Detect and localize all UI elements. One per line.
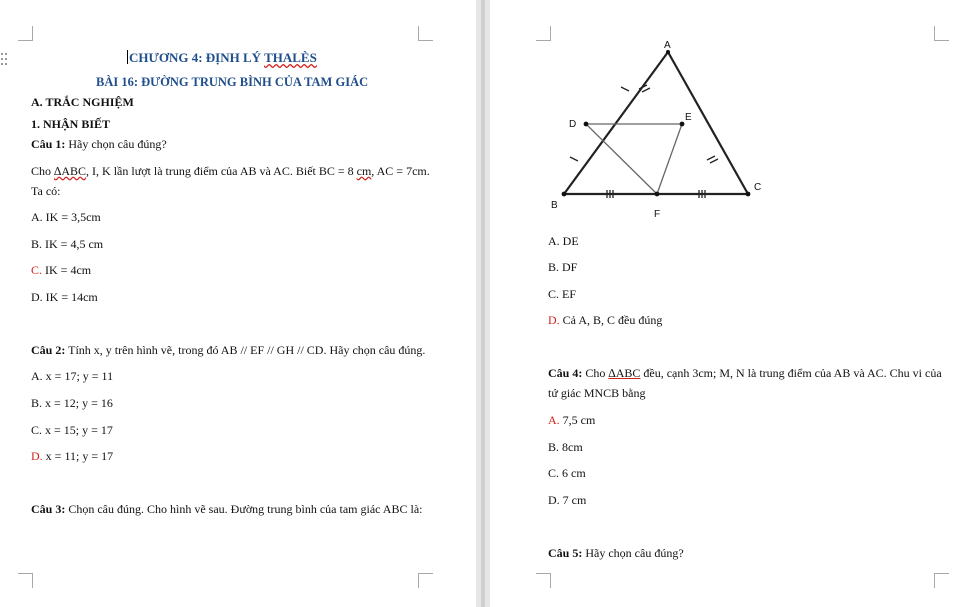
question-3-option-b[interactable]: B. DF <box>548 260 578 274</box>
crop-mark <box>418 26 433 41</box>
crop-mark <box>418 573 433 588</box>
question-1-body: Cho ∆ABC, I, K lần lượt là trung điểm của AB và AC. Biết BC = 8 cm, AC = 7cm. <box>31 164 430 178</box>
question-4-option-b[interactable]: B. 8cm <box>548 440 583 454</box>
crop-mark <box>18 573 33 588</box>
question-3-option-d[interactable]: D. Cả A, B, C đều đúng <box>548 313 663 327</box>
question-2-prompt: Câu 2: Tính x, y trên hình vẽ, trong đó AB // EF // GH // CD. Hãy chọn câu đúng. <box>31 343 426 357</box>
question-1-option-a[interactable]: A. IK = 3,5cm <box>31 210 101 224</box>
question-2-option-c[interactable]: C. x = 15; y = 17 <box>31 423 113 437</box>
document-page-right[interactable] <box>490 0 978 607</box>
question-1-option-b[interactable]: B. IK = 4,5 cm <box>31 237 104 251</box>
crop-mark <box>934 26 949 41</box>
question-3-prompt: Câu 3: Chọn câu đúng. Cho hình vẽ sau. Đường trung bình của tam giác ABC là: <box>31 502 423 516</box>
question-4-prompt-line2: tứ giác MNCB bằng <box>548 386 646 400</box>
question-1-option-c[interactable]: C. IK = 4cm <box>31 263 92 277</box>
question-4-option-d[interactable]: D. 7 cm <box>548 493 587 507</box>
question-4-prompt: Câu 4: Cho ∆ABC đều, cạnh 3cm; M, N là trung điểm của AB và AC. Chu vi của <box>548 366 942 380</box>
text-cursor <box>127 50 128 64</box>
question-3-option-a[interactable]: A. DE <box>548 234 579 248</box>
drag-handle-icon[interactable] <box>0 52 8 68</box>
question-1-body-line2: Ta có: <box>31 184 61 198</box>
crop-mark <box>536 573 551 588</box>
label-d: D <box>569 119 577 130</box>
subsection-heading: 1. NHẬN BIẾT <box>31 117 111 131</box>
section-heading: A. TRẮC NGHIỆM <box>31 95 134 109</box>
question-4-option-a[interactable]: A. 7,5 cm <box>548 413 596 427</box>
page-gutter <box>476 0 490 607</box>
triangle-figure <box>540 36 770 226</box>
question-2-option-b[interactable]: B. x = 12; y = 16 <box>31 396 113 410</box>
label-f: F <box>654 209 661 220</box>
crop-mark <box>18 26 33 41</box>
label-a: A <box>664 40 671 51</box>
question-5-prompt: Câu 5: Hãy chọn câu đúng? <box>548 546 684 560</box>
question-3-option-c[interactable]: C. EF <box>548 287 577 301</box>
segment-df <box>586 124 657 194</box>
lesson-title: BÀI 16: ĐƯỜNG TRUNG BÌNH CỦA TAM GIÁC <box>96 75 369 89</box>
document-page-left[interactable] <box>0 0 476 607</box>
crop-mark <box>934 573 949 588</box>
side-ab <box>564 52 668 194</box>
label-e: E <box>685 112 692 123</box>
question-1-prompt: Câu 1: Hãy chọn câu đúng? <box>31 137 167 151</box>
label-c: C <box>754 182 762 193</box>
question-1-option-d[interactable]: D. IK = 14cm <box>31 290 98 304</box>
question-4-option-c[interactable]: C. 6 cm <box>548 466 586 480</box>
segment-ef <box>657 124 682 194</box>
chapter-title: CHƯƠNG 4: ĐỊNH LÝ THALÈS <box>129 50 317 65</box>
question-2-option-a[interactable]: A. x = 17; y = 11 <box>31 369 114 383</box>
label-b: B <box>551 200 558 211</box>
question-2-option-d[interactable]: D. x = 11; y = 17 <box>31 449 114 463</box>
